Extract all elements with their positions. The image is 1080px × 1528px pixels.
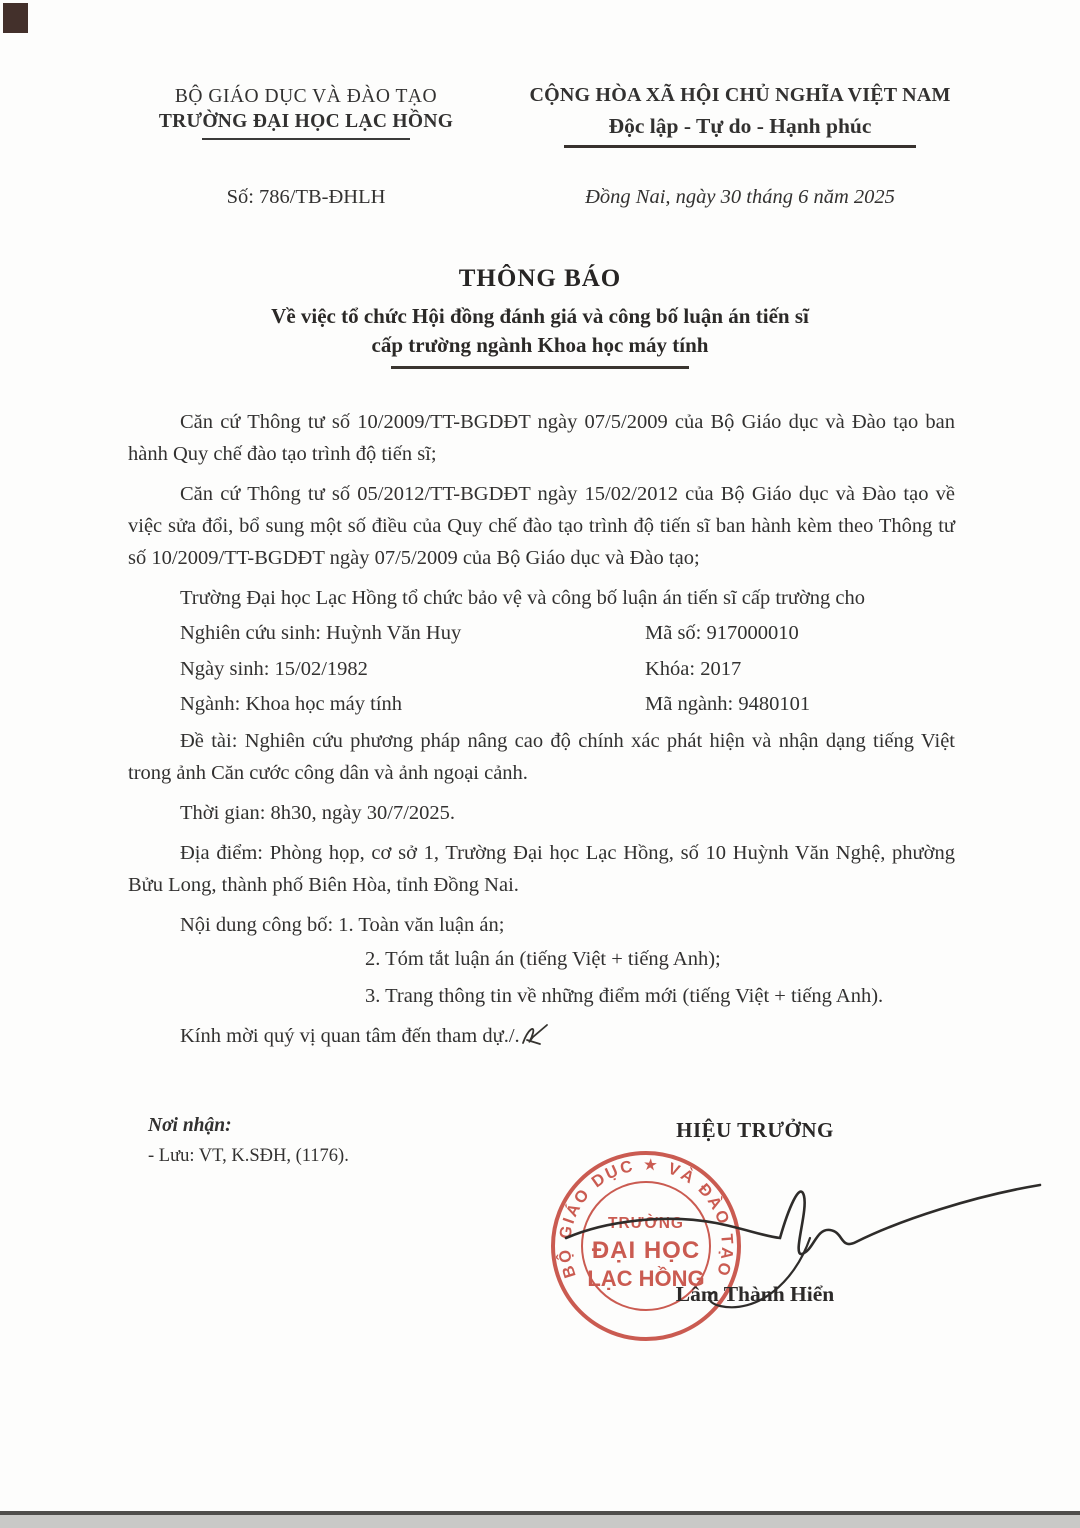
paragraph-legal-basis-2: Căn cứ Thông tư số 05/2012/TT-BGDĐT ngày 15/02/2012 của Bộ Giáo dục và Đào tạo về việc sửa đổi, bổ sung một số điều của Quy chế đào tạo trình độ tiến sĩ ban hành kèm theo Thông tư số 10/2009/TT-BGDĐT ngày 07/5/2009 của Bộ Giáo dục và Đào tạo; [128, 483, 955, 569]
document-number: Số: 786/TB-ĐHLH [226, 186, 386, 208]
paragraph-time: Thời gian: 8h30, ngày 30/7/2025. [180, 801, 456, 824]
university-name: TRƯỜNG ĐẠI HỌC LẠC HỒNG [158, 111, 454, 132]
header-left-underline [202, 138, 410, 140]
scan-corner-artifact [3, 3, 28, 33]
birthdate-cell: Ngày sinh: 15/02/1982 [180, 657, 368, 680]
invitation-text: Kính mời quý vị quan tâm đến tham dự./. [180, 1024, 520, 1047]
recipients-block [148, 1115, 349, 1167]
paragraph-location: Địa điểm: Phòng họp, cơ sở 1, Trường Đại học Lạc Hồng, số 10 Huỳnh Văn Nghệ, phường Bửu Long, thành phố Biên Hòa, tỉnh Đồng Nai. [128, 841, 955, 896]
document-title-block [0, 265, 1080, 369]
header-right-underline [564, 145, 916, 148]
header-national-motto [480, 84, 1000, 148]
signer-title: HIỆU TRƯỞNG [676, 1118, 834, 1142]
paragraph-topic: Đề tài: Nghiên cứu phương pháp nâng cao độ chính xác phát hiện và nhận dạng tiếng Việt trong ảnh Căn cước công dân và ảnh ngoại cảnh. [128, 729, 955, 784]
content-list-item-3: 3. Trang thông tin về những điểm mới (tiếng Việt + tiếng Anh). [365, 984, 884, 1007]
table-row [180, 652, 955, 688]
paragraph-invitation [128, 1020, 955, 1052]
paragraph-content-line: Nội dung công bố: 1. Toàn văn luận án; [180, 913, 505, 936]
title-underline [391, 366, 689, 369]
candidate-info-table [180, 616, 955, 723]
paragraph-announcement: Trường Đại học Lạc Hồng tổ chức bảo vệ và công bố luận án tiến sĩ cấp trường cho [180, 587, 866, 609]
paragraph-legal-basis-1: Căn cứ Thông tư số 10/2009/TT-BGDĐT ngày 07/5/2009 của Bộ Giáo dục và Đào tạo ban hành Quy chế đào tạo trình độ tiến sĩ; [128, 411, 955, 465]
stamp-ring-text: BỘ GIÁO DỤC ★ VÀ ĐÀO TẠO [555, 1155, 737, 1281]
scan-bottom-shadow [0, 1515, 1080, 1528]
recipients-label: Nơi nhận: [148, 1115, 232, 1136]
signer-name: Lâm Thành Hiển [675, 1282, 835, 1306]
stamp-center-line1: TRƯỜNG [608, 1215, 684, 1232]
content-list-item-2: 2. Tóm tắt luận án (tiếng Việt + tiếng Anh); [365, 947, 721, 970]
document-subheading-line1: Về việc tổ chức Hội đồng đánh giá và công bố luận án tiến sĩ [271, 304, 809, 328]
document-body [128, 406, 955, 1052]
recipients-item: - Lưu: VT, K.SĐH, (1176). [148, 1146, 349, 1166]
document-subheading-line2: cấp trường ngành Khoa học máy tính [371, 333, 709, 357]
pen-mark-icon [518, 1020, 552, 1048]
table-row [180, 616, 955, 652]
cohort-cell: Khóa: 2017 [645, 657, 742, 680]
national-motto: Độc lập - Tự do - Hạnh phúc [608, 114, 872, 138]
document-heading: THÔNG BÁO [458, 265, 622, 292]
stamp-center-line3: LẠC HỒNG [587, 1266, 705, 1291]
table-row [180, 687, 955, 723]
candidate-id-cell: Mã số: 917000010 [645, 622, 799, 644]
candidate-name-cell: Nghiên cứu sinh: Huỳnh Văn Huy [180, 622, 462, 644]
header-issuing-authority [138, 86, 474, 140]
handwritten-signature [548, 1138, 1058, 1338]
national-title: CỘNG HÒA XÃ HỘI CHỦ NGHĨA VIỆT NAM [529, 84, 951, 106]
ministry-name: BỘ GIÁO DỤC VÀ ĐÀO TẠO [174, 86, 438, 107]
major-cell: Ngành: Khoa học máy tính [180, 693, 403, 715]
stamp-center-line2: ĐẠI HỌC [591, 1237, 701, 1264]
major-code-cell: Mã ngành: 9480101 [645, 693, 811, 715]
place-and-date-line: Đồng Nai, ngày 30 tháng 6 năm 2025 [585, 186, 895, 208]
